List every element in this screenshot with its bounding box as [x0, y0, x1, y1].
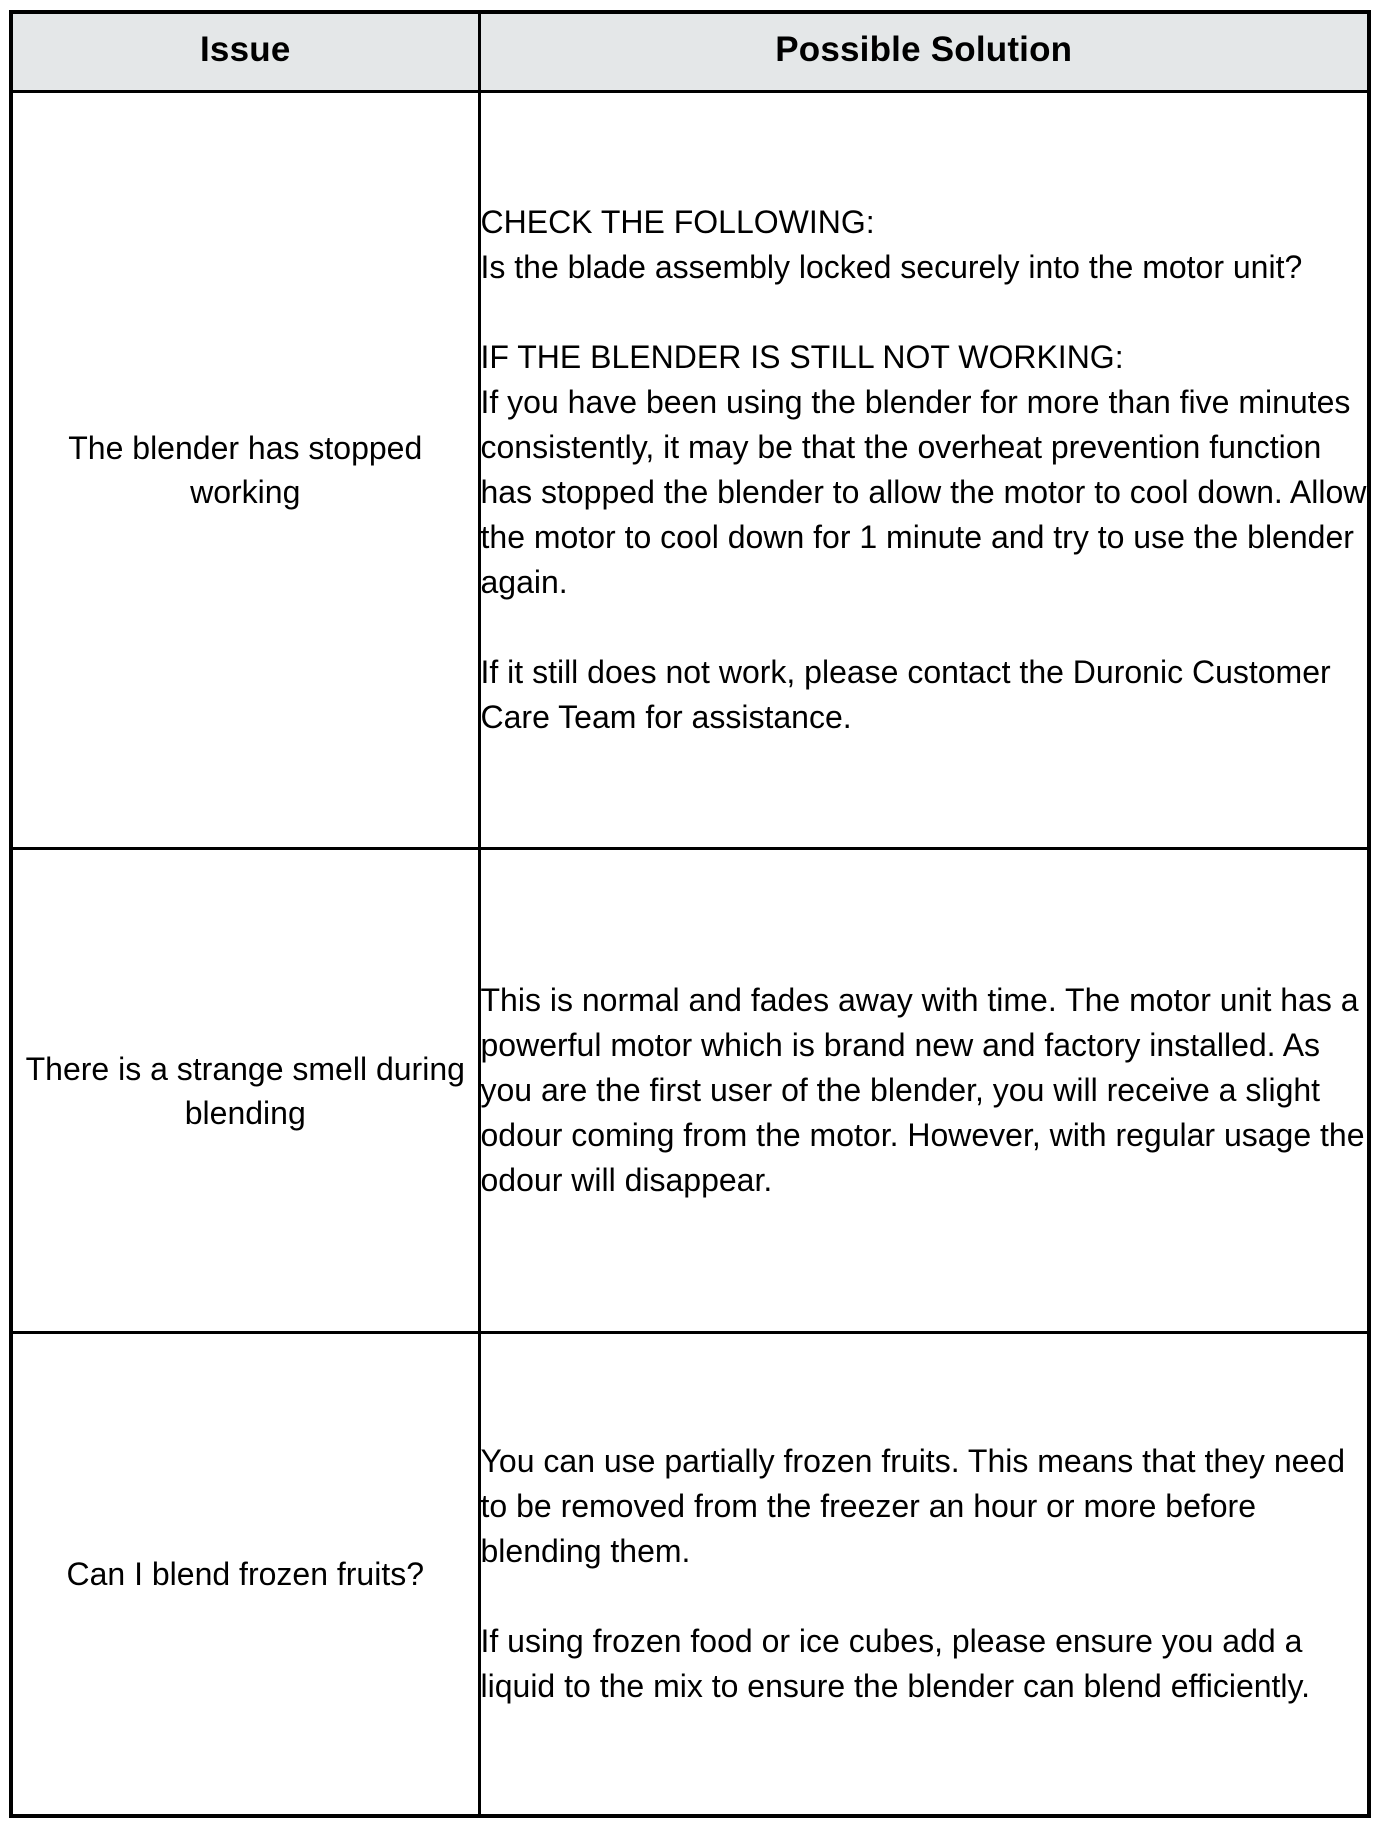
column-header-issue-label: Issue — [200, 29, 291, 69]
solution-cell — [479, 849, 1369, 1333]
issue-cell — [11, 1333, 479, 1816]
column-header-possible-solution-label: Possible Solution — [775, 29, 1073, 69]
table-row — [11, 92, 1369, 849]
solution-paragraph: You can use partially frozen fruits. This means that they need to be removed from the freezer an hour or more before blending them. — [480, 1442, 1345, 1569]
troubleshooting-table — [9, 10, 1371, 1818]
column-header-issue — [11, 12, 479, 92]
solution-paragraph: If it still does not work, please contact the Duronic Customer Care Team for assistance. — [480, 654, 1331, 735]
header-row — [11, 12, 1369, 92]
table-body — [11, 92, 1369, 1816]
solution-cell — [479, 92, 1369, 849]
solution-cell — [479, 1333, 1369, 1816]
solution-paragraph: IF THE BLENDER IS STILL NOT WORKING: If you have been using the blender for more than five minutes consistently, it may be that the overheat prevention function has stopped the blender to allow the motor to cool down. Allow the motor to cool down for 1 minute and try to use the blender again. — [480, 339, 1367, 600]
table-header — [11, 12, 1369, 92]
issue-text: Can I blend frozen fruits? — [66, 1555, 425, 1592]
solution-paragraph: CHECK THE FOLLOWING: Is the blade assembly locked securely into the motor unit? — [480, 204, 1303, 285]
solution-paragraph: This is normal and fades away with time. The motor unit has a powerful motor which is brand new and factory installed. As you are the first user of the blender, you will receive a slight odour coming from the motor. However, with regular usage the odour will disappear. — [480, 982, 1365, 1198]
table-row — [11, 849, 1369, 1333]
issue-text: The blender has stopped working — [68, 430, 423, 510]
table-row — [11, 1333, 1369, 1816]
solution-paragraph: If using frozen food or ice cubes, please ensure you add a liquid to the mix to ensure the blender can blend efficiently. — [480, 1622, 1311, 1704]
issue-text: There is a strange smell during blending — [25, 1050, 465, 1131]
column-header-possible-solution — [479, 12, 1369, 92]
issue-cell — [11, 92, 479, 849]
issue-cell — [11, 849, 479, 1333]
